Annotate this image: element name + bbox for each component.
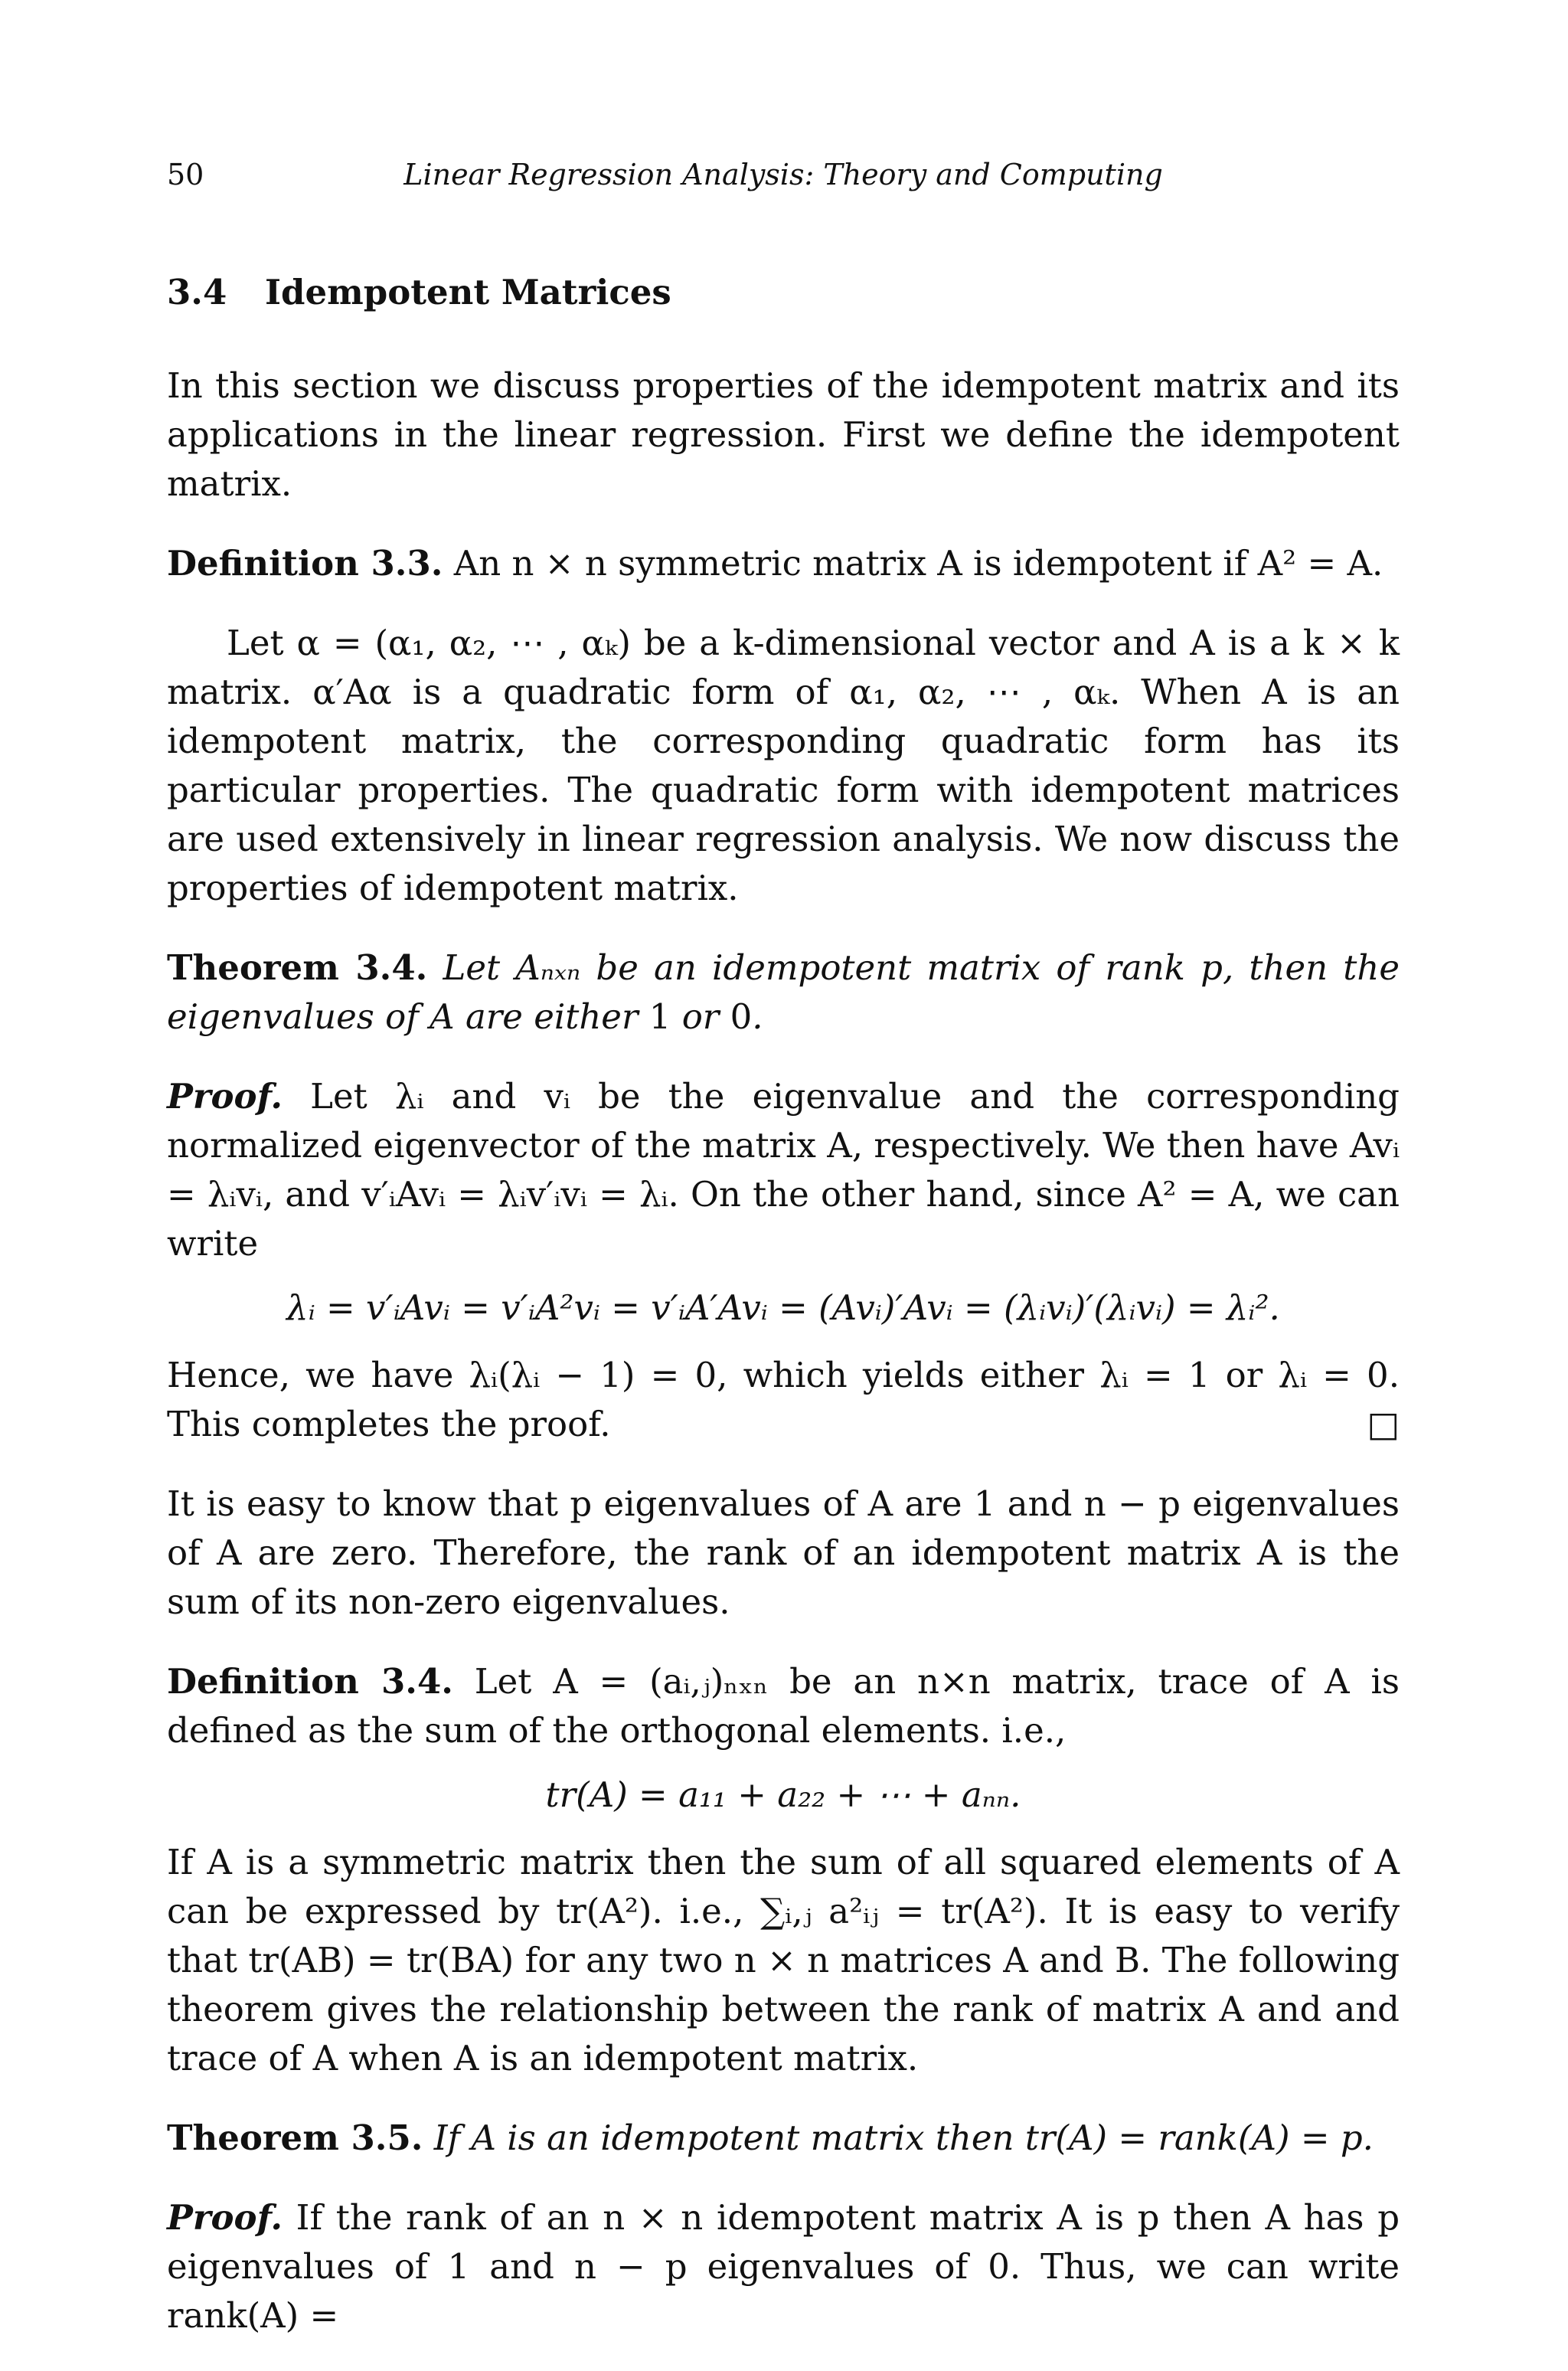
proof-label: Proof. — [167, 2197, 283, 2238]
proof-theorem-3-4 — [167, 1072, 1400, 1449]
section-heading — [167, 268, 1400, 317]
conclusion-text: Hence, we have λᵢ(λᵢ − 1) = 0, which yields either λᵢ = 1 or λᵢ = 0. This completes the proof. — [167, 1355, 1400, 1444]
theorem-statement: If A is an idempotent matrix then tr(A) = rank(A) = p. — [433, 2118, 1374, 2158]
running-title: Linear Regression Analysis: Theory and Computing — [403, 158, 1163, 191]
trace-display-equation: tr(A) = a₁₁ + a₂₂ + ⋯ + aₙₙ. — [545, 1774, 1021, 1815]
proof-text: If the rank of an n × n idempotent matrix A is p then A has p eigenvalues of 1 and n − p eigenvalues of 0. Thus, we can write rank(A) = — [167, 2197, 1400, 2336]
page-body — [167, 268, 1400, 2371]
proof-text: Let λᵢ and vᵢ be the eigenvalue and the corresponding normalized eigenvector of the matrix A, respectively. We then have Avᵢ = λᵢvᵢ, and v′ᵢAvᵢ = λᵢv′ᵢvᵢ = λᵢ. On the other hand, since A² = A, we can write — [167, 1076, 1400, 1264]
theorem-label: Theorem 3.4. — [167, 947, 428, 988]
definition-text: An n × n symmetric matrix A is idempotent if A² = A. — [453, 543, 1383, 584]
theorem-text: Let Aₙₓₙ be an idempotent matrix of rank p, then the eigenvalues of A are either — [167, 947, 1400, 1037]
quadratic-form-paragraph: Let α = (α₁, α₂, ⋯ , αₖ) be a k-dimensional vector and A is a k × k matrix. α′Aα is a quadratic form of α₁, α₂, ⋯ , αₖ. When A is an idempotent matrix, the corresponding quadratic form has its particular properties. The quadratic form with idempotent matrices are used extensively in linear regression analysis. We now discuss the properties of idempotent matrix. — [167, 623, 1400, 908]
theorem-or: or — [671, 996, 730, 1037]
section-number: 3.4 — [167, 272, 227, 312]
theorem-3-4 — [167, 943, 1400, 1042]
definition-3-3 — [167, 539, 1400, 588]
definition-text: Let A = (aᵢ,ⱼ)ₙₓₙ be an n×n matrix, trace of A is defined as the sum of the orthogonal elements. i.e., — [167, 1661, 1400, 1751]
definition-3-4 — [167, 1657, 1400, 1820]
definition-label: Definition 3.4. — [167, 1661, 453, 1702]
page-number: 50 — [167, 158, 204, 191]
theorem-label: Theorem 3.5. — [167, 2118, 423, 2158]
section-title: Idempotent Matrices — [265, 272, 671, 312]
theorem-end: . — [752, 996, 763, 1037]
proof-label: Proof. — [167, 1076, 283, 1117]
trace-paragraph: If A is a symmetric matrix then the sum of all squared elements of A can be expressed by tr(A²). i.e., ∑ᵢ,ⱼ a²ᵢⱼ = tr(A²). It is easy to verify that tr(AB) = tr(BA) for any two n × n matrices A and B. The following theorem gives the relationship between the rank of matrix A and and trace of A when A is an idempotent matrix. — [167, 1842, 1400, 2078]
qed-symbol: □ — [1367, 1404, 1400, 1444]
eigenvalue-display-equation: λᵢ = v′ᵢAvᵢ = v′ᵢA²vᵢ = v′ᵢA′Avᵢ = (Avᵢ)′Avᵢ = (λᵢvᵢ)′(λᵢvᵢ) = λᵢ². — [286, 1287, 1280, 1328]
eigenvalue-one: 1 — [648, 996, 671, 1037]
proof-conclusion — [167, 1351, 1400, 1449]
definition-paragraph — [167, 1657, 1400, 1755]
definition-label: Definition 3.3. — [167, 543, 443, 584]
proof-paragraph — [167, 1072, 1400, 1268]
intro-paragraph: In this section we discuss properties of the idempotent matrix and its applications in the linear regression. First we define the idempotent matrix. — [167, 365, 1400, 504]
page-header — [167, 158, 1400, 204]
theorem-3-5 — [167, 2114, 1400, 2163]
rank-paragraph: It is easy to know that p eigenvalues of A are 1 and n − p eigenvalues of A are zero. Therefore, the rank of an idempotent matrix A is the sum of its non-zero eigenvalues. — [167, 1483, 1400, 1622]
proof-theorem-3-5 — [167, 2193, 1400, 2340]
eigenvalue-zero: 0 — [730, 996, 753, 1037]
